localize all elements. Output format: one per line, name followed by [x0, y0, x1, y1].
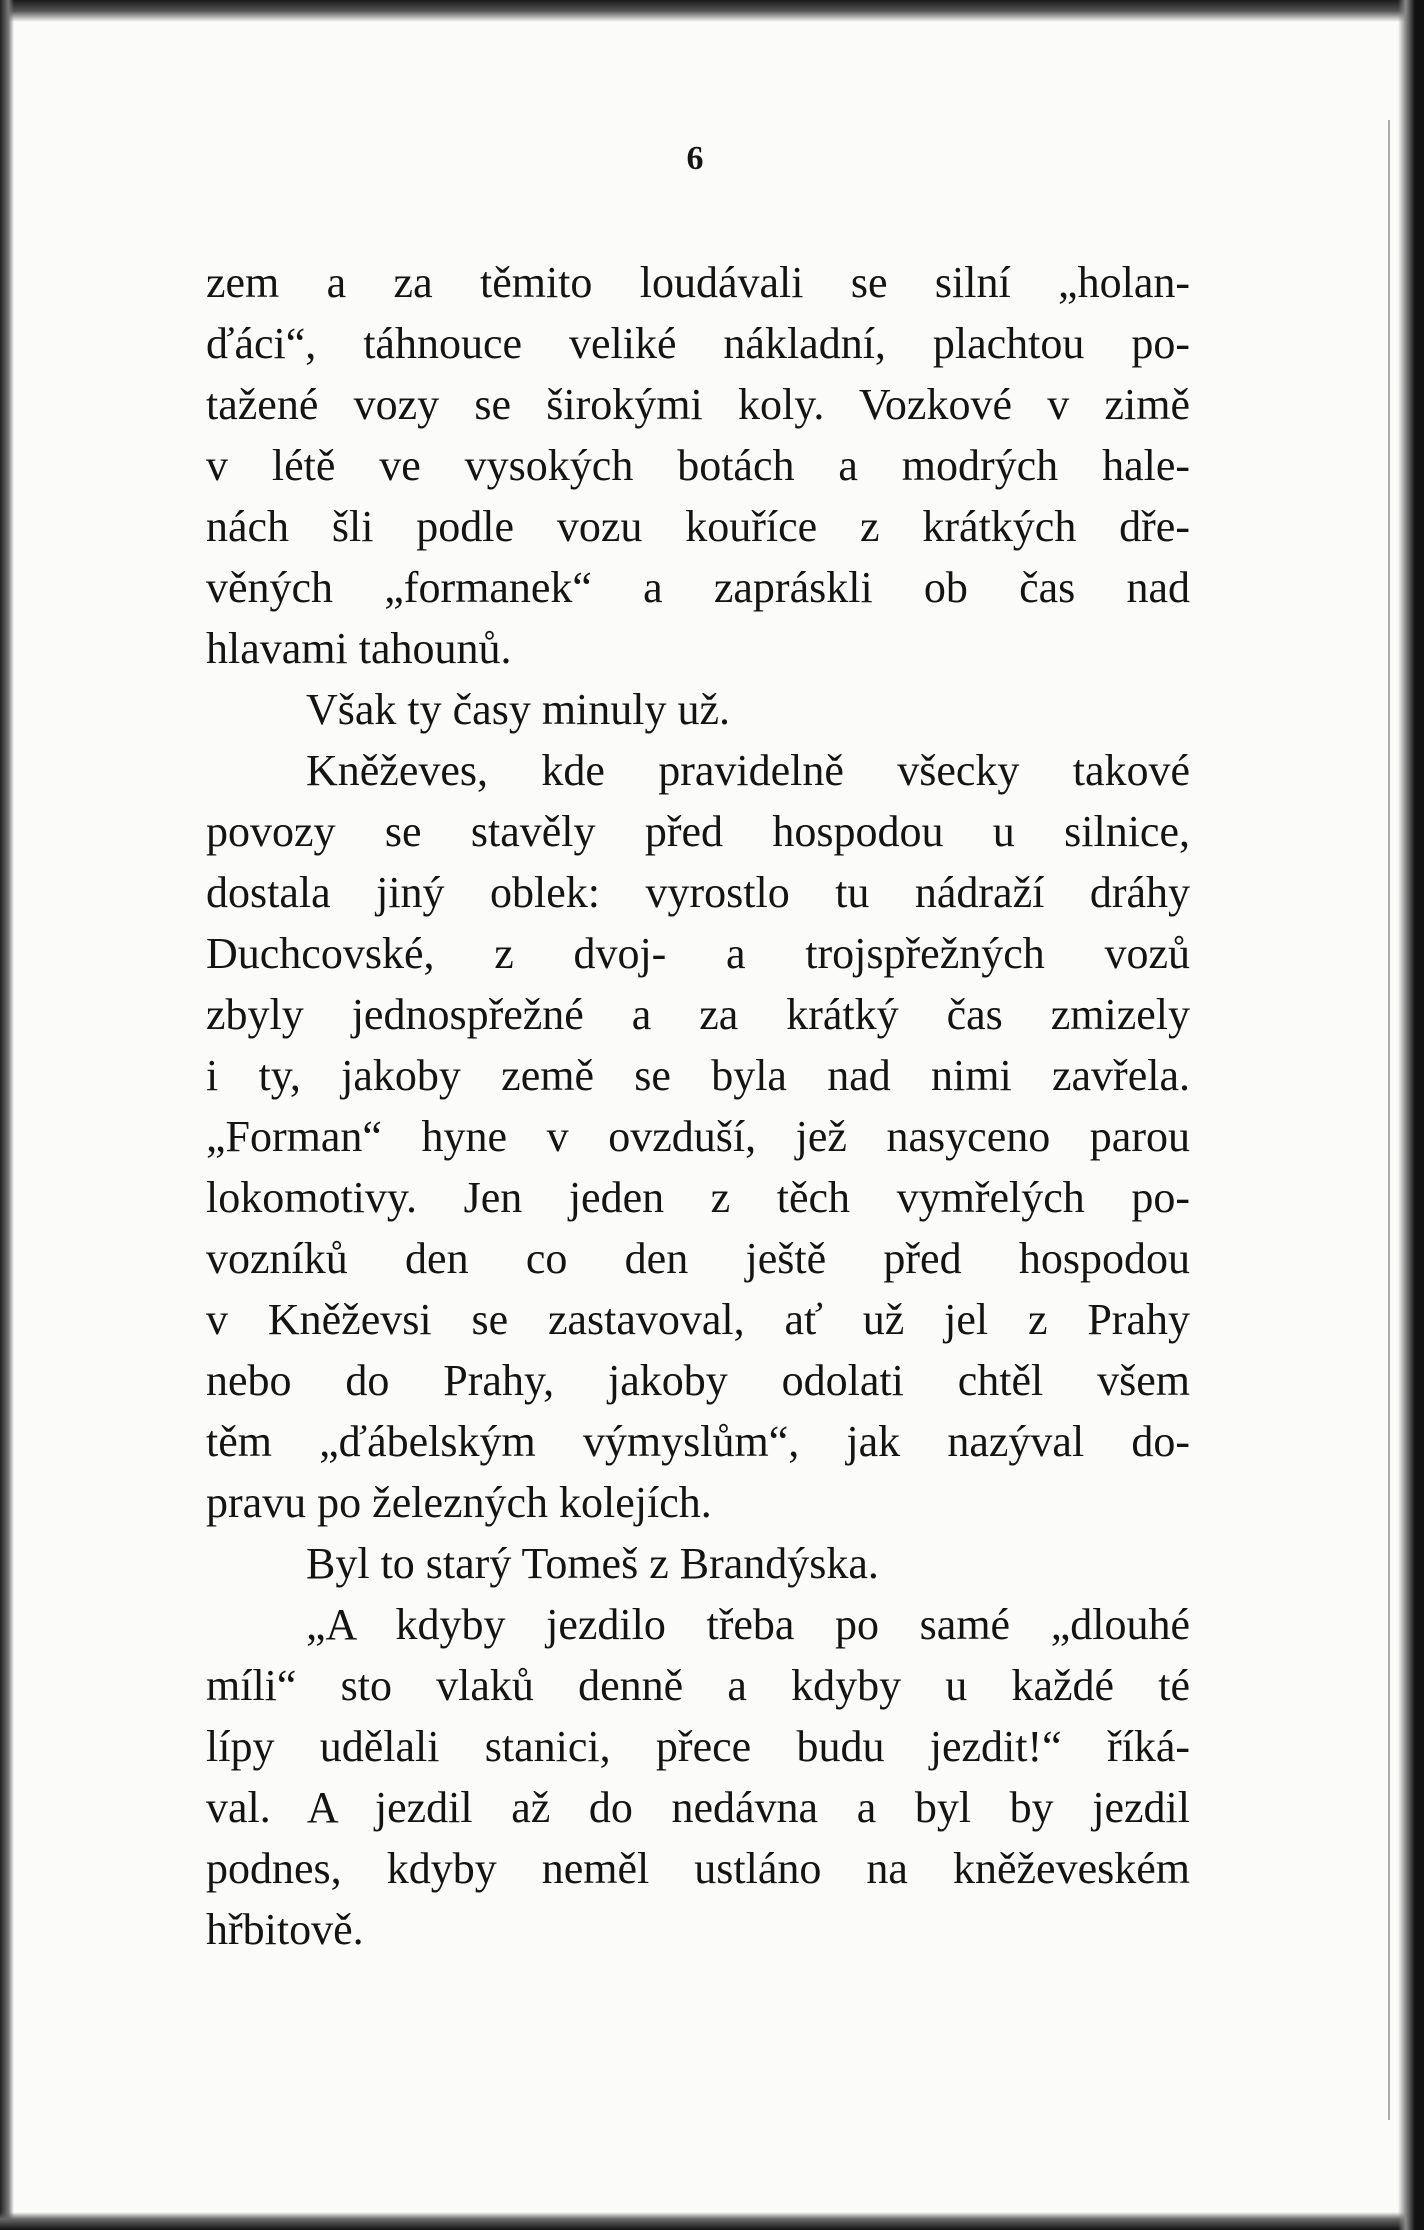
scan-edge-left: [0, 0, 14, 2230]
text-line: tažené vozy se širokými koly. Vozkové v zimě: [206, 380, 1190, 429]
page-number: 6: [686, 140, 704, 177]
scan-edge-right: [1398, 0, 1424, 2230]
text-line: zbyly jednospřežné a za krátký čas zmizely: [206, 990, 1190, 1039]
text-line: pravu po železných kolejích.: [206, 1478, 712, 1527]
text-line: nebo do Prahy, jakoby odolati chtěl všem: [206, 1356, 1190, 1405]
text-line: lípy udělali stanici, přece budu jezdit!“ říká-: [206, 1722, 1190, 1771]
text-line: v létě ve vysokých botách a modrých hale-: [206, 441, 1190, 490]
text-line: i ty, jakoby země se byla nad nimi zavřela.: [206, 1051, 1190, 1100]
scan-edge-top: [0, 0, 1424, 22]
text-line: v Kněževsi se zastavoval, ať už jel z Prahy: [206, 1295, 1190, 1344]
text-line: lokomotivy. Jen jeden z těch vymřelých po-: [206, 1173, 1190, 1222]
text-line: hlavami tahounů.: [206, 624, 512, 673]
text-line: val. A jezdil až do nedávna a byl by jezdil: [206, 1783, 1190, 1832]
text-line: Kněževes, kde pravidelně všecky takové: [306, 746, 1190, 795]
scan-edge-bottom: [0, 2212, 1424, 2230]
text-line: hřbitově.: [206, 1905, 364, 1954]
text-line: vozníků den co den ještě před hospodou: [206, 1234, 1190, 1283]
text-line: míli“ sto vlaků denně a kdyby u každé té: [206, 1661, 1190, 1710]
text-line: Duchcovské, z dvoj- a trojspřežných vozů: [206, 929, 1190, 978]
text-line: těm „ďábelským výmyslům“, jak nazýval do-: [206, 1417, 1190, 1466]
text-line: nách šli podle vozu kouříce z krátkých dře-: [206, 502, 1190, 551]
text-line: „Forman“ hyne v ovzduší, jež nasyceno parou: [206, 1112, 1190, 1161]
scan-edge-right-line: [1388, 120, 1390, 2120]
text-line: podnes, kdyby neměl ustláno na kněževeském: [206, 1844, 1190, 1893]
text-line: „A kdyby jezdilo třeba po samé „dlouhé: [306, 1600, 1190, 1649]
text-line: ďáci“, táhnouce veliké nákladní, plachtou po-: [206, 319, 1190, 368]
body-text: [206, 252, 1190, 1960]
text-line: Byl to starý Tomeš z Brandýska.: [306, 1539, 879, 1588]
text-line: Však ty časy minuly už.: [306, 685, 731, 734]
text-line: povozy se stavěly před hospodou u silnice,: [206, 807, 1190, 856]
text-line: zem a za těmito loudávali se silní „holan-: [206, 258, 1190, 307]
text-line: dostala jiný oblek: vyrostlo tu nádraží dráhy: [206, 868, 1190, 917]
text-line: věných „formanek“ a zapráskli ob čas nad: [206, 563, 1190, 612]
